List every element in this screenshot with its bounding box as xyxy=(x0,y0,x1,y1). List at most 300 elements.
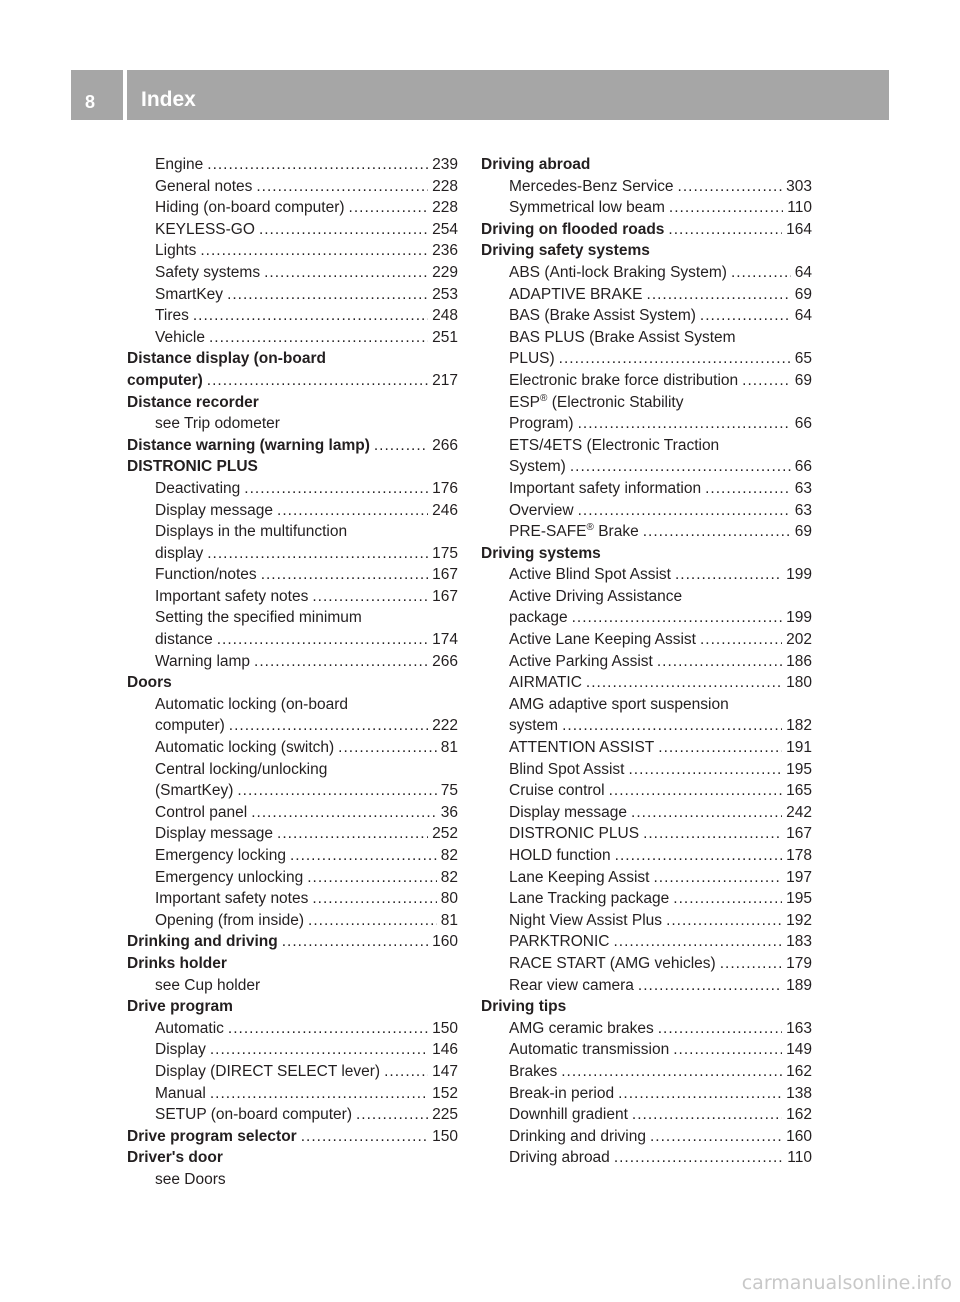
entry-text: see Trip odometer xyxy=(155,415,280,433)
dot-leader xyxy=(669,197,783,219)
page-ref: 176 xyxy=(432,479,458,497)
index-entry xyxy=(127,975,458,997)
dot-leader xyxy=(570,456,791,478)
entry-text: Doors xyxy=(127,674,172,692)
index-entry xyxy=(481,478,812,500)
entry-text: Display message xyxy=(155,501,274,519)
entry-text: Blind Spot Assist xyxy=(509,760,625,778)
dot-leader xyxy=(742,370,791,392)
page-ref: 63 xyxy=(794,479,812,497)
page-ref: 163 xyxy=(786,1019,812,1037)
index-entry xyxy=(481,975,812,997)
page-ref: 253 xyxy=(432,285,458,303)
dot-leader xyxy=(705,478,791,500)
entry-text: Driving systems xyxy=(481,544,601,562)
entry-text: PARKTRONIC xyxy=(509,933,610,951)
entry-text: Distance warning (warning lamp) xyxy=(127,436,370,454)
index-entry xyxy=(481,1104,812,1126)
page-ref: 160 xyxy=(786,1127,812,1145)
dot-leader xyxy=(578,413,791,435)
dot-leader xyxy=(254,651,428,673)
page-ref: 75 xyxy=(440,782,458,800)
page-ref: 199 xyxy=(786,609,812,627)
index-entry xyxy=(481,1126,812,1148)
entry-text: Overview xyxy=(509,501,574,519)
index-entry xyxy=(127,154,458,176)
entry-text: (SmartKey) xyxy=(155,782,234,800)
index-entry xyxy=(481,780,812,802)
index-heading xyxy=(127,370,458,392)
entry-text: Driving tips xyxy=(481,998,567,1016)
dot-leader xyxy=(638,975,782,997)
index-entry xyxy=(127,1061,458,1083)
index-entry xyxy=(481,651,812,673)
dot-leader xyxy=(277,823,428,845)
index-entry xyxy=(481,500,812,522)
page-ref: 149 xyxy=(786,1041,812,1059)
dot-leader xyxy=(264,262,428,284)
index-entry xyxy=(127,1018,458,1040)
index-entry xyxy=(127,737,458,759)
index-entry xyxy=(127,284,458,306)
dot-leader xyxy=(261,564,428,586)
dot-leader xyxy=(282,931,428,953)
entry-text: Display message xyxy=(509,803,628,821)
entry-text: Electronic brake force distribution xyxy=(509,371,739,389)
page-ref: 64 xyxy=(794,307,812,325)
dot-leader xyxy=(618,1083,782,1105)
index-entry xyxy=(127,867,458,889)
entry-text: BAS (Brake Assist System) xyxy=(509,307,696,325)
index-entry xyxy=(127,607,458,629)
index-entry xyxy=(127,888,458,910)
entry-text: ADAPTIVE BRAKE xyxy=(509,285,643,303)
index-entry xyxy=(481,586,812,608)
index-heading xyxy=(481,996,812,1018)
entry-text: Lights xyxy=(155,242,197,260)
dot-leader xyxy=(256,176,428,198)
index-entry xyxy=(127,802,458,824)
dot-leader xyxy=(658,1018,782,1040)
page-ref: 36 xyxy=(440,803,458,821)
page-ref: 182 xyxy=(786,717,812,735)
entry-text: system xyxy=(509,717,559,735)
entry-text: Automatic transmission xyxy=(509,1041,670,1059)
entry-text: BAS PLUS (Brake Assist System xyxy=(509,328,736,346)
entry-text: Drinking and driving xyxy=(127,933,278,951)
page-number: 8 xyxy=(85,92,96,112)
dot-leader xyxy=(632,1104,782,1126)
entry-text: Cruise control xyxy=(509,782,605,800)
entry-text: Driving on flooded roads xyxy=(481,220,665,238)
dot-leader xyxy=(720,953,782,975)
entry-text: System) xyxy=(509,458,566,476)
index-entry xyxy=(481,521,812,543)
page-ref: 167 xyxy=(786,825,812,843)
dot-leader xyxy=(251,802,437,824)
dot-leader xyxy=(700,629,782,651)
entry-text: Distance recorder xyxy=(127,393,259,411)
page-ref: 195 xyxy=(786,760,812,778)
dot-leader xyxy=(308,910,437,932)
page-ref: 66 xyxy=(794,458,812,476)
entry-text: Automatic xyxy=(155,1019,224,1037)
page-ref: 254 xyxy=(432,220,458,238)
watermark: carmanualsonline.info xyxy=(741,1272,952,1294)
entry-text: ETS/4ETS (Electronic Traction xyxy=(509,436,720,454)
index-entry xyxy=(127,1039,458,1061)
page-ref: 165 xyxy=(786,782,812,800)
entry-text: Downhill gradient xyxy=(509,1106,628,1124)
dot-leader xyxy=(586,672,782,694)
page-ref: 65 xyxy=(794,350,812,368)
dot-leader xyxy=(229,715,428,737)
entry-text: Distance display (on-board xyxy=(127,350,326,368)
entry-text: Driving abroad xyxy=(509,1149,610,1167)
entry-text: Program) xyxy=(509,415,574,433)
index-column-left xyxy=(127,154,458,1191)
dot-leader xyxy=(559,348,791,370)
dot-leader xyxy=(609,780,783,802)
index-entry xyxy=(481,802,812,824)
page-ref: 242 xyxy=(786,803,812,821)
dot-leader xyxy=(731,262,791,284)
entry-text: Setting the specified minimum xyxy=(155,609,362,627)
page-ref: 175 xyxy=(432,544,458,562)
page-ref: 179 xyxy=(786,954,812,972)
entry-text: Displays in the multifunction xyxy=(155,523,348,541)
dot-leader xyxy=(653,867,782,889)
entry-text: Symmetrical low beam xyxy=(509,199,665,217)
entry-text: DISTRONIC PLUS xyxy=(509,825,640,843)
entry-text: Driving abroad xyxy=(481,156,591,173)
page-ref: 229 xyxy=(432,263,458,281)
index-entry xyxy=(127,629,458,651)
entry-text: Active Lane Keeping Assist xyxy=(509,631,696,649)
dot-leader xyxy=(384,1061,428,1083)
index-entry xyxy=(127,1104,458,1126)
entry-text: SETUP (on-board computer) xyxy=(155,1106,352,1124)
entry-text: ESP® (Electronic Stability xyxy=(509,392,684,411)
dot-leader xyxy=(356,1104,428,1126)
entry-text: Active Blind Spot Assist xyxy=(509,566,671,584)
index-entry xyxy=(481,176,812,198)
index-entry xyxy=(127,780,458,802)
entry-text: Automatic locking (switch) xyxy=(155,739,335,757)
entry-text: package xyxy=(509,609,568,627)
entry-text: Active Driving Assistance xyxy=(509,587,683,605)
entry-text: Lane Keeping Assist xyxy=(509,868,650,886)
entry-text: Engine xyxy=(155,156,204,173)
index-entry xyxy=(481,1083,812,1105)
index-entry xyxy=(481,845,812,867)
page-ref: 228 xyxy=(432,199,458,217)
index-entry xyxy=(127,521,458,543)
page-ref: 178 xyxy=(786,847,812,864)
entry-text: Drinks holder xyxy=(127,954,227,972)
page-ref: 66 xyxy=(794,415,812,433)
index-entry xyxy=(127,694,458,716)
entry-text: ABS (Anti-lock Braking System) xyxy=(509,263,727,281)
dot-leader xyxy=(628,759,782,781)
entry-text: Automatic locking (on-board xyxy=(155,695,348,713)
entry-text: Lane Tracking package xyxy=(509,890,670,908)
page-title: Index xyxy=(141,88,196,111)
page-ref: 146 xyxy=(432,1041,458,1059)
index-heading xyxy=(127,392,458,414)
entry-text: see Doors xyxy=(155,1170,226,1188)
index-entry xyxy=(481,327,812,349)
entry-text: Central locking/unlocking xyxy=(155,760,328,778)
index-entry xyxy=(481,694,812,716)
dot-leader xyxy=(312,586,428,608)
index-entry xyxy=(481,1018,812,1040)
index-entry xyxy=(481,607,812,629)
page-ref: 239 xyxy=(432,156,458,173)
dot-leader xyxy=(631,802,782,824)
dot-leader xyxy=(349,197,429,219)
index-entry xyxy=(481,823,812,845)
index-entry xyxy=(481,888,812,910)
page-ref: 69 xyxy=(794,371,812,389)
page-ref: 167 xyxy=(432,566,458,584)
index-entry xyxy=(127,910,458,932)
index-column-right xyxy=(481,154,812,1169)
entry-text: PRE-SAFE® Brake xyxy=(509,521,639,541)
index-entry xyxy=(481,305,812,327)
index-entry xyxy=(481,867,812,889)
dot-leader xyxy=(700,305,791,327)
page-ref: 197 xyxy=(786,868,812,886)
index-entry xyxy=(481,370,812,392)
index-entry xyxy=(127,823,458,845)
page-ref: 228 xyxy=(432,177,458,195)
page-ref: 81 xyxy=(440,739,458,757)
entry-text: Drive program selector xyxy=(127,1127,297,1145)
page-ref: 189 xyxy=(786,976,812,994)
index-entry xyxy=(481,759,812,781)
index-entry xyxy=(481,1039,812,1061)
dot-leader xyxy=(650,1126,782,1148)
dot-leader xyxy=(668,219,782,241)
dot-leader xyxy=(673,888,782,910)
index-entry xyxy=(127,197,458,219)
dot-leader xyxy=(643,823,782,845)
dot-leader xyxy=(562,715,782,737)
page-ref: 248 xyxy=(432,307,458,325)
entry-text: Drinking and driving xyxy=(509,1127,646,1145)
page-ref: 202 xyxy=(786,631,812,649)
index-entry xyxy=(481,456,812,478)
entry-text: Display (DIRECT SELECT lever) xyxy=(155,1062,381,1080)
page-ref: 110 xyxy=(787,1149,812,1167)
dot-leader xyxy=(217,629,428,651)
dot-leader xyxy=(561,1061,782,1083)
index-heading xyxy=(481,219,812,241)
dot-leader xyxy=(193,305,428,327)
entry-text: Manual xyxy=(155,1084,206,1102)
index-entry xyxy=(481,284,812,306)
entry-text: Display message xyxy=(155,825,274,843)
index-entry xyxy=(481,262,812,284)
page-ref: 191 xyxy=(786,739,812,757)
entry-text: Important safety notes xyxy=(155,890,309,908)
entry-text: display xyxy=(155,544,204,562)
entry-text: Safety systems xyxy=(155,263,261,281)
entry-text: Important safety notes xyxy=(155,587,309,605)
index-heading xyxy=(127,1126,458,1148)
page-ref: 82 xyxy=(440,847,458,864)
dot-leader xyxy=(673,1039,782,1061)
index-entry xyxy=(127,715,458,737)
page-ref: 195 xyxy=(786,890,812,908)
entry-text: Vehicle xyxy=(155,328,205,346)
index-entry xyxy=(481,715,812,737)
index-entry xyxy=(127,1169,458,1191)
index-heading xyxy=(481,154,812,176)
index-entry xyxy=(481,931,812,953)
entry-text: AMG adaptive sport suspension xyxy=(509,695,729,713)
index-entry xyxy=(127,845,458,867)
dot-leader xyxy=(643,521,791,543)
index-entry xyxy=(127,327,458,349)
index-entry xyxy=(481,1061,812,1083)
page-ref: 64 xyxy=(794,263,812,281)
index-heading xyxy=(127,456,458,478)
page-ref: 164 xyxy=(786,220,812,238)
entry-text: Rear view camera xyxy=(509,976,634,994)
page-ref: 222 xyxy=(432,717,458,735)
entry-text: Emergency locking xyxy=(155,847,286,864)
page-ref: 266 xyxy=(432,652,458,670)
page-ref: 199 xyxy=(786,566,812,584)
index-entry xyxy=(127,543,458,565)
dot-leader xyxy=(228,1018,428,1040)
page-ref: 138 xyxy=(786,1084,812,1102)
index-heading xyxy=(127,435,458,457)
dot-leader xyxy=(290,845,437,867)
index-entry xyxy=(481,953,812,975)
entry-text: AIRMATIC xyxy=(509,674,582,692)
entry-text: AMG ceramic brakes xyxy=(509,1019,654,1037)
page-ref: 69 xyxy=(794,285,812,303)
index-heading xyxy=(127,672,458,694)
entry-text: Tires xyxy=(155,307,189,325)
dot-leader xyxy=(301,1126,428,1148)
entry-text: RACE START (AMG vehicles) xyxy=(509,954,716,972)
index-entry xyxy=(481,564,812,586)
dot-leader xyxy=(647,284,791,306)
page-ref: 160 xyxy=(432,933,458,951)
dot-leader xyxy=(675,564,782,586)
entry-text: Break-in period xyxy=(509,1084,615,1102)
page-ref: 251 xyxy=(432,328,458,346)
dot-leader xyxy=(259,219,428,241)
dot-leader xyxy=(312,888,436,910)
page-ref: 180 xyxy=(786,674,812,692)
index-heading xyxy=(481,543,812,565)
entry-text: Driver's door xyxy=(127,1149,223,1167)
index-entry xyxy=(481,435,812,457)
index-entry xyxy=(127,176,458,198)
entry-text: Deactivating xyxy=(155,479,241,497)
entry-text: Warning lamp xyxy=(155,652,251,670)
index-heading xyxy=(481,240,812,262)
index-entry xyxy=(127,305,458,327)
entry-text: distance xyxy=(155,631,213,649)
entry-text: Night View Assist Plus xyxy=(509,911,663,929)
index-entry xyxy=(481,392,812,414)
dot-leader xyxy=(572,607,783,629)
page-ref: 63 xyxy=(794,501,812,519)
dot-leader xyxy=(613,931,782,953)
index-entry xyxy=(127,500,458,522)
dot-leader xyxy=(277,500,428,522)
index-entry xyxy=(127,262,458,284)
index-entry xyxy=(481,672,812,694)
entry-text: see Cup holder xyxy=(155,976,261,994)
entry-text: computer) xyxy=(155,717,225,735)
page-ref: 150 xyxy=(432,1019,458,1037)
page-ref: 217 xyxy=(432,371,458,389)
entry-text: Opening (from inside) xyxy=(155,911,305,929)
dot-leader xyxy=(200,240,428,262)
index-entry xyxy=(481,413,812,435)
index-entry xyxy=(127,240,458,262)
index-entry xyxy=(481,737,812,759)
index-heading xyxy=(127,348,458,370)
dot-leader xyxy=(210,1039,428,1061)
entry-text: Drive program xyxy=(127,998,233,1016)
index-entry xyxy=(481,910,812,932)
dot-leader xyxy=(666,910,782,932)
entry-text: Important safety information xyxy=(509,479,702,497)
index-entry xyxy=(127,219,458,241)
page-ref: 174 xyxy=(432,631,458,649)
dot-leader xyxy=(207,543,428,565)
entry-text: Mercedes-Benz Service xyxy=(509,177,674,195)
page-ref: 80 xyxy=(440,890,458,908)
entry-text: Brakes xyxy=(509,1062,558,1080)
dot-leader xyxy=(237,780,436,802)
entry-text: Hiding (on-board computer) xyxy=(155,199,345,217)
entry-text: KEYLESS-GO xyxy=(155,220,255,238)
entry-text: PLUS) xyxy=(509,350,555,368)
dot-leader xyxy=(658,737,782,759)
dot-leader xyxy=(614,1147,783,1169)
index-entry xyxy=(127,478,458,500)
dot-leader xyxy=(307,867,437,889)
index-entry xyxy=(127,651,458,673)
entry-text: ATTENTION ASSIST xyxy=(509,739,655,757)
index-heading xyxy=(127,1147,458,1169)
index-entry xyxy=(481,348,812,370)
page-ref: 225 xyxy=(432,1106,458,1124)
page-ref: 252 xyxy=(432,825,458,843)
entry-text: DISTRONIC PLUS xyxy=(127,458,258,476)
dot-leader xyxy=(374,435,428,457)
page-ref: 147 xyxy=(432,1062,458,1080)
entry-text: Function/notes xyxy=(155,566,257,584)
entry-text: Active Parking Assist xyxy=(509,652,653,670)
page-ref: 69 xyxy=(794,523,812,541)
index-entry xyxy=(127,413,458,435)
dot-leader xyxy=(207,154,428,176)
index-entry xyxy=(127,1083,458,1105)
page-ref: 183 xyxy=(786,933,812,951)
entry-text: HOLD function xyxy=(509,847,611,864)
entry-text: Emergency unlocking xyxy=(155,868,304,886)
